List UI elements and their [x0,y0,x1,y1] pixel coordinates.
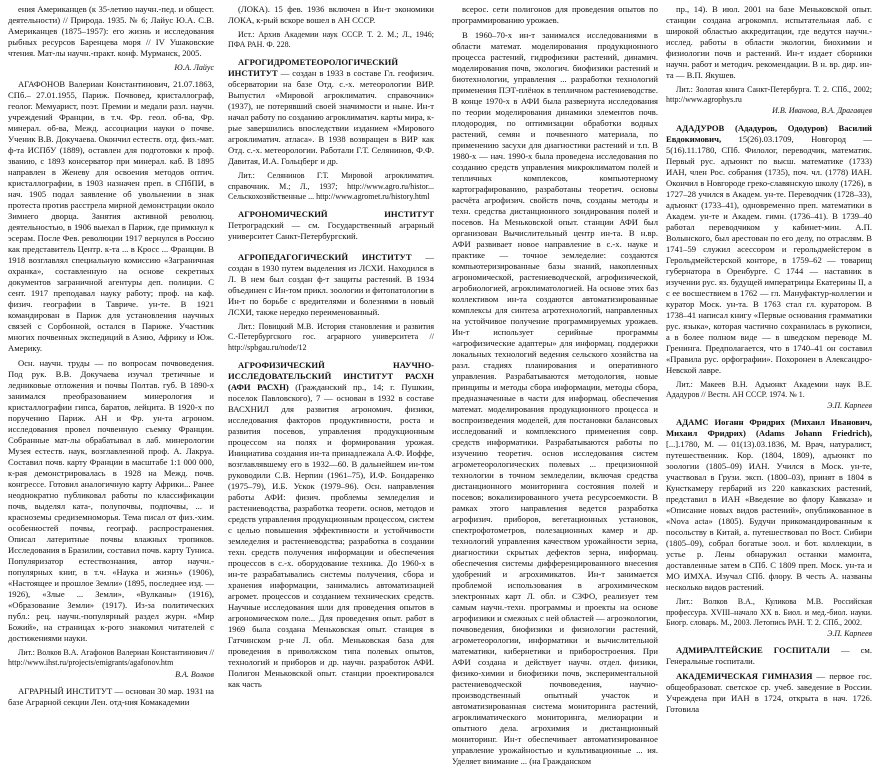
entry-afi-text: В 1960–70-х ин-т занимался исследованиями в области математ. моделирования продукционного процесса растений, гидрофизики растений, динамич. моделирования почв, экологич. биофизики растений и биотехнологии, управления ... разработки технологий применения ПЭТ-плёнок в тепличном растениеводстве. В конце 1970-х в АФИ была развернута исследования по теории моделирования динамики элементов почв. плодородия, по оптимизации обработки водных растений, семян и почвенного материала, по применению засухи для диагностики растений и т.п. В 1980-х — нач. 1990-х была проведена исследования по созданию средств управления микроклиматом полей и тепличных комплексов, компьютерному картографированию, разработаны теоретич. основы расчёта агрофизич. свойств почв, созданы методы и техн. средства дистанционного зондирования полей и посевов. На Меньковской опыт. станции АФИ был организован Вычислительный центр ин-та. В н.вр. АФИ развивает новое направление в с.-х. науке и практике — точное земледелие: создаются компьютеризированные базы знаний, накопленных агрономической, растениеводческой, агрофизической, агробиологией, агроклиматологией. На основе этих баз коллективом ин-та создаются автоматизированные комплексы для синтеза агротехнологий, направленных на устойчивое получение программируемых урожаев. Ин-т использует серийные программы «агрофизические адаптеры» для информац. поддержки локальных технологий ведения сельского хозяйства на разл. стадиях планирования и оперативного управления. Разрабатываются методология, новые принципы и методы сбора информации, методы сбора, предназначенные в части для информац. обеспечения математ. моделирования продукционного процесса и воспроизведения моделей, для постановки балансовых исследований и комплексного применения совр. средств информатики. Разрабатываются работы по изучению теоретич. основ исследования систем агрометеорологических полевых ... прецизионной технологии в точном земледелии, включая средства дистанционного мониторинга состояния полей и посевов; вокализированного учета ресурсоемкости. В рамках этого направления ведется разработка агрофизич. приборов, вегетационных установок, спектрофотометров, полезационных камер и др. технологий управления качеством урожайности зерна, диагностики скрытых дефектов зерна, информац. обеспечения системы дифференцированного внесения удобрений и агрохимикатов. Ин-т занимается проблемой использования в агрохимическом электронных карт Л. обл. и СЗФО, реализует тем самым научн.-техн. программы и проекты на основе агрофизики и смежных с ней областей — агроэкологии, почвоведения, биофизики и физиологии растений, агрометеорологии, информатики и вычислительной математики, кибернетики и приборостроения. При АФИ создана и действует научн. отдел. физики, физико-химии и биофизики почв, экспериментальной растениеводческой почвоведения, научно-производственный опытный участок и автоматизированная система мониторинга растений, агроклиматического мониторинга, мелиорации и опытного дела. агрохимия и дистанционный мониторинг. Ин-т обеспечивает автоматизированное управление урожайностью и культивационные ... ия. Уделяет внимание ... (на Гражданском [452,30,658,766]
entry-literature: Лит.: Повицкий М.В. История становления и развития С.-Петербургского гос. аграрного университета // http://spbgau.ru/node/12 [228,322,434,352]
entry-author: Э.П. Карпеев [827,629,872,639]
entry-agroped: — создан в 1930 путем выделения из ЛСХИ. Находился в Л. В нем был создан ф-т защиты растений. В 1934 объединен с Ин-том прикл. зоологии и фитопатологии в Ин-т по борьбе с вредителями и болезнями в новый ЛСХИ, также нередко переименованный. [228,252,434,318]
entry-literature: Лит.: Селянинов Г.Т. Мировой агроклиматич. справочник. М.; Л., 1937; http://www.agro.ru/histor... Сельскохозяйственные ... http://www.agromet.ru/history.html [228,171,434,201]
entry-heading: АГРОНОМИЧЕСКИЙ ИНСТИТУТ [238,209,434,220]
entry-author: И.В. Иванова, В.А. Драгавцев [772,106,872,116]
entry-agrarny: АГРАРНЫЙ ИНСТИТУТ — основан 30 мар. 1931 на базе Аграрной секции Лен. отд-ния Комакадемии [8,685,214,707]
entry-agromet: — создан в 1933 в составе Гл. геофизич. обсерватории на базе Отд. с.-х. метеорологии ВИР. Выпустил «Мировой агроклиматич. справочник» (1937), не потерявший своей значимости и ныне. Ин-т начал работу по созданию агроклиматич. карты мира, к-рые завершились впоследствии изданием «Мирового агроклиматич. атласа». В 1938 возвращен в ВИР как Отд. с.-х. метеорологии. Работали Г.Т. Селянинов, Ф.Ф. Давитая, И.А. Гольцберг и др. [228,68,435,167]
entry-sources: Ист.: Архив Академии наук СССР. Т. 2. М.; Л., 1946; ПФА РАН. Ф. 228. [228,30,434,50]
column-3 [452,4,658,771]
column-2 [228,4,434,694]
entry-admiral: — см. Генеральные госпитали. [666,645,872,667]
entry-heading: АДМИРАЛТЕЙСКИЕ ГОСПИТАЛИ [676,645,830,656]
entry-agafonov-cont: Осн. научн. труды — по вопросам почвоведения. Под рук. В.В. Докучаева изучал третичные и ледниковые отложения и почвы Полтав. губ. В 1890-х занимался преобразованием минерология и кристаллографии гипса, баратов, лейцита. В 1920-х по поручению Париж. АН и Фр. ун-та агроном. исследования провел почвенную съемку Франции. Собранные мат-лы обрабатывал в лаб. минерологии Музея естеств. наук, возглавленной проф. А. Лакруа. Составил почв. карту Франции в масштабе 1:1 000 000, к-рая демонстрировалась в 1928 на Межд. почв. конгрессе. Готовил аналогичную карту Африки... Ранее неоднократно публиковал работы по классификации почв, выделял ката-, полупочвы, подпочвы, ... и красноземы средиземноморья. Тема писал от физ.-хим. особенностей почвы, географ. распространения. Описал латеритные почвы влажных тропиков. Исследования в Бразилии, составил почв. карту Туниса. Популяризатор естествознания, автор научн.-популярных книг, в т.ч. «Наука и жизнь» (1906), «Настоящее и прошлое Земли» (1895, последнее изд. — 1926), «Злые ... Земли», «Вулканы» (1916), «Образование Земли» (1917). Из-за политических публ.: рец. научн.-популярный раздел журн. «Мир Божий», на страницах к-рого знакомил читателей с достижениями науки. [8,358,214,644]
entry-continuation: ения Американцев (к 35-летию научн.-пед. и общест. деятельности) // Природа. 1935. № 6; Лайус Ю.А. С.В. Американцев (1875–1957): его жизнь и исследования рыбных ресурсов Баренцева моря // IV Ушаковские чтения. Мат-лы научн.-практ. конф. Мурманск, 2005. [8,4,214,58]
entry-continuation: (ЛОКА). 15 фев. 1936 включен в Ин-т экономики ЛОКА, к-рый вскоре вошел в АН СССР. [228,4,434,25]
column-4 [666,4,872,719]
entry-adadurov: 15(26).03.1709, Новгород — 5(16).11.1780, СПб. Филолог, переводчик, математик. Первый рус. адъюнкт по высш. математике (1733) ИАН, член Рос. собрания (1735), поч. чл. (1778) ИАН. Окончил в Новгороде греко-славянскую школу (1726), в 1727–28 учился в Академ. ун-те. Переводчик (1728–33), адъюнкт (1733–41), одновременно преп. математики в Академ. ун-те и Академ. гимн. (1736–41). В 1739–40 работал переводчиком у кабинет-мин. А.П. Волынского, был арестован по его делу, по отраслям. В 1741–59 служил асессором и герольдмейстером в Герольдмейстерской конторе, в 1759–62 — товарищ губернатора в Оренбурге. С 1744 — наставник в изучении рус. яз. будущей императрицы Екатерины II, а с ее восшествием в 1762 — гл. Мануфактур-коллегии и куратор Моск. ун-та. В 1763 стал гл. куратором. В 1738–41 написал книгу «Первые основания грамматики рус. языка», которая частично сохранилась в рукописи, а в более полном виде — в шведском переводе М. Гренинга. Предполагается, что в 1740–41 он составил «Правила рус. орфографии». Похоронен в Александро-Невской лавре. [666,133,872,375]
entry-literature: Лит.: Макеев В.Н. Адъюнкт Академии наук В.Е. Ададуров // Вестн. АН СССР. 1974. № 1. [666,379,872,399]
entry-heading: АДАМС Иоганн Фридрих (Михаил Иванович, Михаил Фридрих) (Adams Johann Friedrich), [666,417,872,439]
entry-agafonov: АГАФОНОВ Валериан Константинович, 21.07.1863, СПб.– 27.01.1955, Париж. Почвовед, кристаллограф, геолог. Мемуарист, поэт. Премии и медали разл. научн. учреждений Франции, в т.ч. Фр. геол. об-ва, Фр. минерал. об-ва, Межд. ассоциации науки о почве. Ученик В.В. Докучаева. Окончил естеств. отд. физ.-мат. ф-та ИСПбУ (1889), оставлен для подготовки к проф. званию, с 1893 консерватор при минерал. каб. В 1895 направлен в Женеву для освоения методов оптич. кристаллографии, в 1903 назначен преп. в СПбПИ, в нач. 1905 подал заявление об увольнении в знак протеста против расстрела мирной демонстрации около Зимнего дворца. Занятия активной революц. деятельностью, в 1906 выехал в Париж, где примкнул к эсерам. После Фев. революции 1917 вернулся в Россию как представитель Центр. к-та ... в Кросс ... Франции. В 1918 возглавлял специальную комиссию «Заграничная охранка», составленную на основе секретных документов заграничной агентуры деп. полиции. С сент. 1917 преподавал науку работу; проф. на каф. физич. географии в Тавриче. ун-те. В 1921 командирован в Париж для установления научных связей с Сорбонной, остался в Париже. Участник многих почвенных экспедиций в Азию, Африку и Юж. Америку. [8,79,214,354]
entry-adams: [...].1780, М. — 01(13).03.1836, М. Врач, натуралист, путешественник. Кор. (1804, 1809), адъюнкт по зоологии (1805–09) ИАН. Учился в Моск. ун-те, участвовал в Грузи. эксп. (1800–03), принят в 1804 в Кунсткамеру гербарий из 220 кавказских растений, представил в ИАН «Введение во флору Кавказа» и «Описание новых видов растений», опубликованное в «Nova acta» (1805). Будучи прикомандированным к посольству в Китай, а. путешествовал по Вост. Сибири (1805–09), собрал богатые зоол. и бот. коллекции, в устье р. Лены обнаружил останки мамонта, доставленные затем в СПб. С 1809 преп. Моск. ун-та и МО ИМХА. Изучал СПб. флору. В честь А. названы несколько видов растений. [666,439,872,593]
entry-agrophys: (Гражданский пр., 14; г. Пушкин, поселок Павловского), 7 — основан в 1932 в составе ВАСХНИЛ для развития агрономич. физики, исследования факторов продуктивности, роста и развития посевов, управления продукционным процессом на полях и формирования урожая. Инициатива создания ин-та принадлежала А.Ф. Иоффе, возглавлявшему его в 1932—60. В дальнейшем ин-том руководили С.В. Нерпин (1961–75), И.Ф. Бондаренко (1975–79), И.Б. Ускок (1979–96). Осн. направления работы АФИ: физич. проблемы земледелия и растениеводства, разработка теорети. основ, методов и средств управления продукционным процессом, систем с целью повышения эффективности и устойчивости земледелия и растениеводства; разработка в создании техн. средств получения информации и обеспечения процессов в с.-х. оборудование техника. До 1960-х в ин-те разрабатывались системы получения, сбора и хранения информации, занимались автоматизацией агромет. процессов и созданием технических средств. Научные исследования шли для проведения опытов в агрономическом поле... Для проведения опыт. работ в 1969 была создана Меньковская опыт. станция в Гатчинском р-не Л. обл. Меньковская база для проведения в приволжском типа полевых опытов, технологий и приборов и др. научн. разработок АФИ. Полигон Меньковской опыт. станции проектировался как часть [228,381,434,689]
entry-heading: АГРОГИДРОМЕТЕОРОЛОГИЧЕСКИЙ ИНСТИТУТ [228,57,399,79]
entry-agronom: Петроградский — см. Государственный аграрный университет Санкт-Петербургский. [228,220,434,242]
entry-heading: АКАДЕМИЧЕСКАЯ ГИМНАЗИЯ [676,671,813,682]
entry-continuation: всерос. сети полигонов для проведения опытов по программированию урожаев. [452,4,658,25]
entry-author: В.А. Волков [175,669,214,679]
entry-literature: Лит.: Золотая книга Санкт-Петербурга. Т. 2. СПб., 2002; http://www.agrophys.ru [666,85,872,105]
entry-heading: АДАДУРОВ (Ададуров, Ододуров) Василий Евдокимович, [666,122,872,144]
entry-heading: АГРОФИЗИЧЕСКИЙ НАУЧНО-ИССЛЕДОВАТЕЛЬСКИЙ ИНСТИТУТ РАСХН (АФИ РАСХН) [228,359,434,392]
entry-author: Э.П. Карпеев [827,401,872,411]
entry-continuation: пр., 14). В июл. 2001 на базе Меньковской опыт. станции создана агрокомпл. испытательная лаб. с широкой областью аккредитации, где ведутся научн.-исслед. работы в области экологии, биохимии и физиологии почв и растений. Ин-т издает сборники научн. работ и методич. рекомендации. В н. вр. дир. ин-та — В.П. Якушев. [666,4,872,80]
entry-academ: — первое гос. общеобразоват. светское ср. учеб. заведение в России. Учреждена при ИАН в 1724, открыта в нач. 1726. Готовила [666,671,872,715]
entry-literature: Лит.: Волков В.А., Куликова М.В. Российская профессура. XVIII–начало XX в. Биол. и мед.-биол. науки. Биогр. словарь. М., 2003. Летопись РАН. Т. 2. СПб., 2002. [666,597,872,627]
entry-author: Ю.А. Лайус [174,63,214,72]
column-1 [8,4,214,712]
entry-literature: Лит.: Волков В.А. Агафонов Валериан Константинович // http://www.ihst.ru/projects/emigrants/agafonov.htm [8,648,214,668]
entry-heading: АГРОПЕДАГОГИЧЕСКИЙ ИНСТИТУТ [238,252,412,263]
